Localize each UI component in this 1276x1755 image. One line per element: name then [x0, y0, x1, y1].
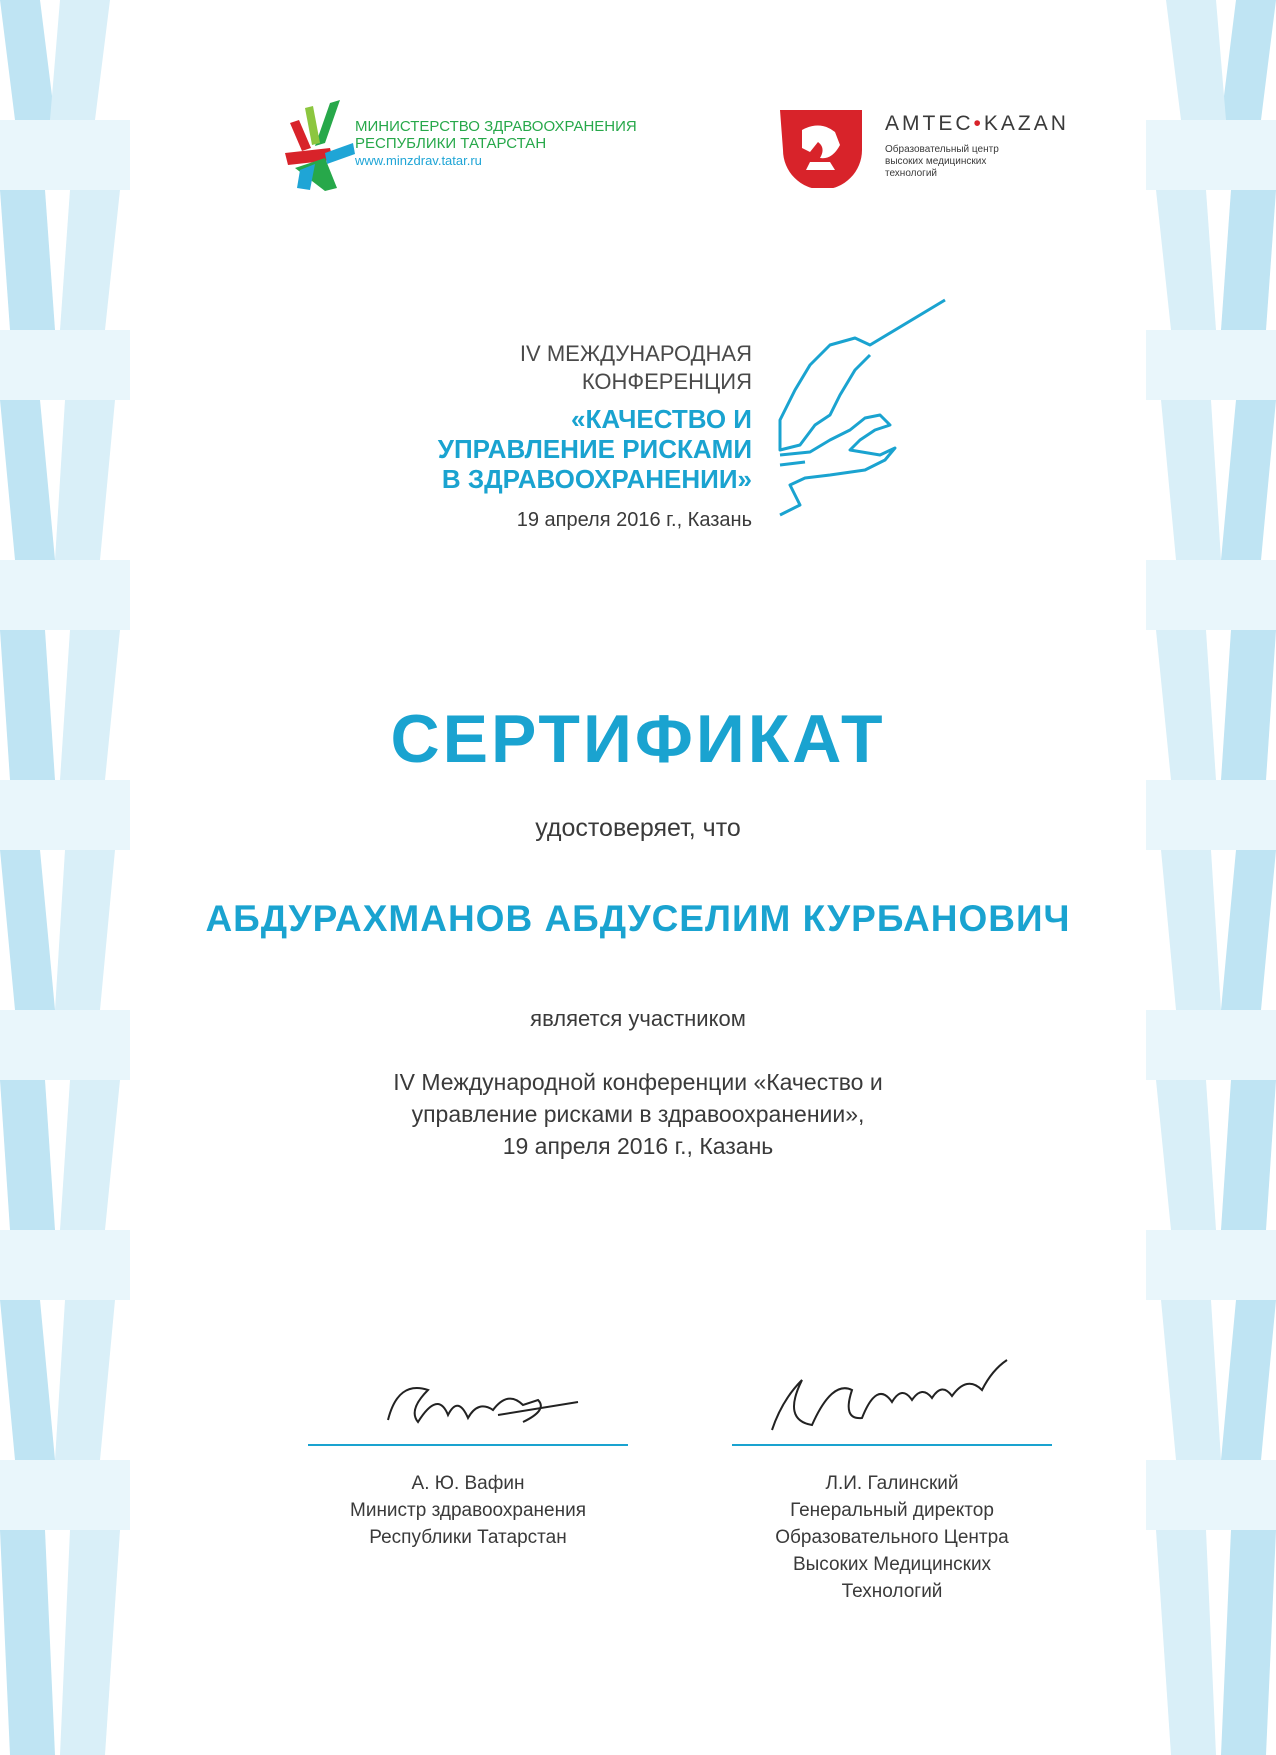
ministry-logo-line2: РЕСПУБЛИКИ ТАТАРСТАН [355, 135, 547, 152]
signature-minister [348, 1360, 608, 1440]
amtec-separator: • [973, 112, 984, 135]
signatory-director-title3: Высоких Медицинских [792, 1554, 992, 1575]
conference-title-line1: «КАЧЕСТВО И [570, 404, 752, 434]
signatory-director [732, 1470, 1052, 1605]
signature-line-minister [308, 1444, 628, 1446]
signatory-minister-name: А. Ю. Вафин [411, 1473, 525, 1494]
right-border-pattern [1126, 0, 1276, 1755]
conference-heading [300, 340, 752, 532]
event-description [0, 1066, 1276, 1162]
signatory-director-title4: Технологий [841, 1581, 943, 1602]
ministry-emblem-icon [285, 98, 355, 193]
conference-title-line2: УПРАВЛЕНИЕ РИСКАМИ [437, 434, 752, 464]
event-line3: 19 апреля 2016 г., Казань [502, 1133, 774, 1159]
amtec-emblem-icon [780, 110, 862, 188]
amtec-sub-line3: технологий [885, 168, 938, 179]
conference-kicker-line2: КОНФЕРЕНЦИЯ [581, 369, 752, 394]
signatory-director-name: Л.И. Галинский [825, 1473, 959, 1494]
amtec-sub-line1: Образовательный центр [885, 144, 999, 155]
participant-text: является участником [530, 1006, 746, 1031]
ministry-logo [285, 98, 637, 198]
ministry-logo-url: www.minzdrav.tatar.ru [355, 153, 482, 168]
certificate-title: СЕРТИФИКАТ [390, 701, 886, 777]
left-decorative-border [0, 0, 150, 1755]
event-line2: управление рисками в здравоохранении», [411, 1101, 865, 1127]
signatory-minister-title1: Министр здравоохранения [350, 1500, 586, 1521]
signatory-director-title2: Образовательного Центра [775, 1527, 1009, 1548]
conference-date: 19 апреля 2016 г., Казань [516, 509, 752, 531]
signature-line-director [732, 1444, 1052, 1446]
amtec-name [885, 112, 1069, 136]
amtec-subtitle [885, 144, 999, 180]
signatory-minister-title2: Республики Татарстан [369, 1527, 567, 1548]
signature-director [752, 1340, 1032, 1440]
ministry-logo-text [355, 118, 637, 169]
amtec-name-right: KAZAN [983, 112, 1069, 135]
conference-title-line3: В ЗДРАВООХРАНЕНИИ» [441, 464, 752, 494]
signatory-minister [308, 1470, 628, 1551]
amtec-logo [780, 110, 1080, 190]
conductor-hands-icon [770, 290, 970, 530]
event-line1: IV Международной конференции «Качество и [393, 1069, 883, 1095]
amtec-sub-line2: высоких медицинских [885, 156, 987, 167]
conference-kicker [300, 340, 752, 396]
ministry-logo-line1: МИНИСТЕРСТВО ЗДРАВООХРАНЕНИЯ [355, 118, 637, 135]
amtec-name-left: AMTEC [885, 112, 974, 135]
left-border-pattern [0, 0, 150, 1755]
conference-title [300, 404, 752, 494]
conference-kicker-line1: IV МЕЖДУНАРОДНАЯ [519, 341, 752, 366]
certifies-text: удостоверяет, что [535, 814, 741, 842]
right-decorative-border [1126, 0, 1276, 1755]
signatory-director-title1: Генеральный директор [790, 1500, 994, 1521]
holder-name: АБДУРАХМАНОВ АБДУСЕЛИМ КУРБАНОВИЧ [205, 898, 1071, 939]
